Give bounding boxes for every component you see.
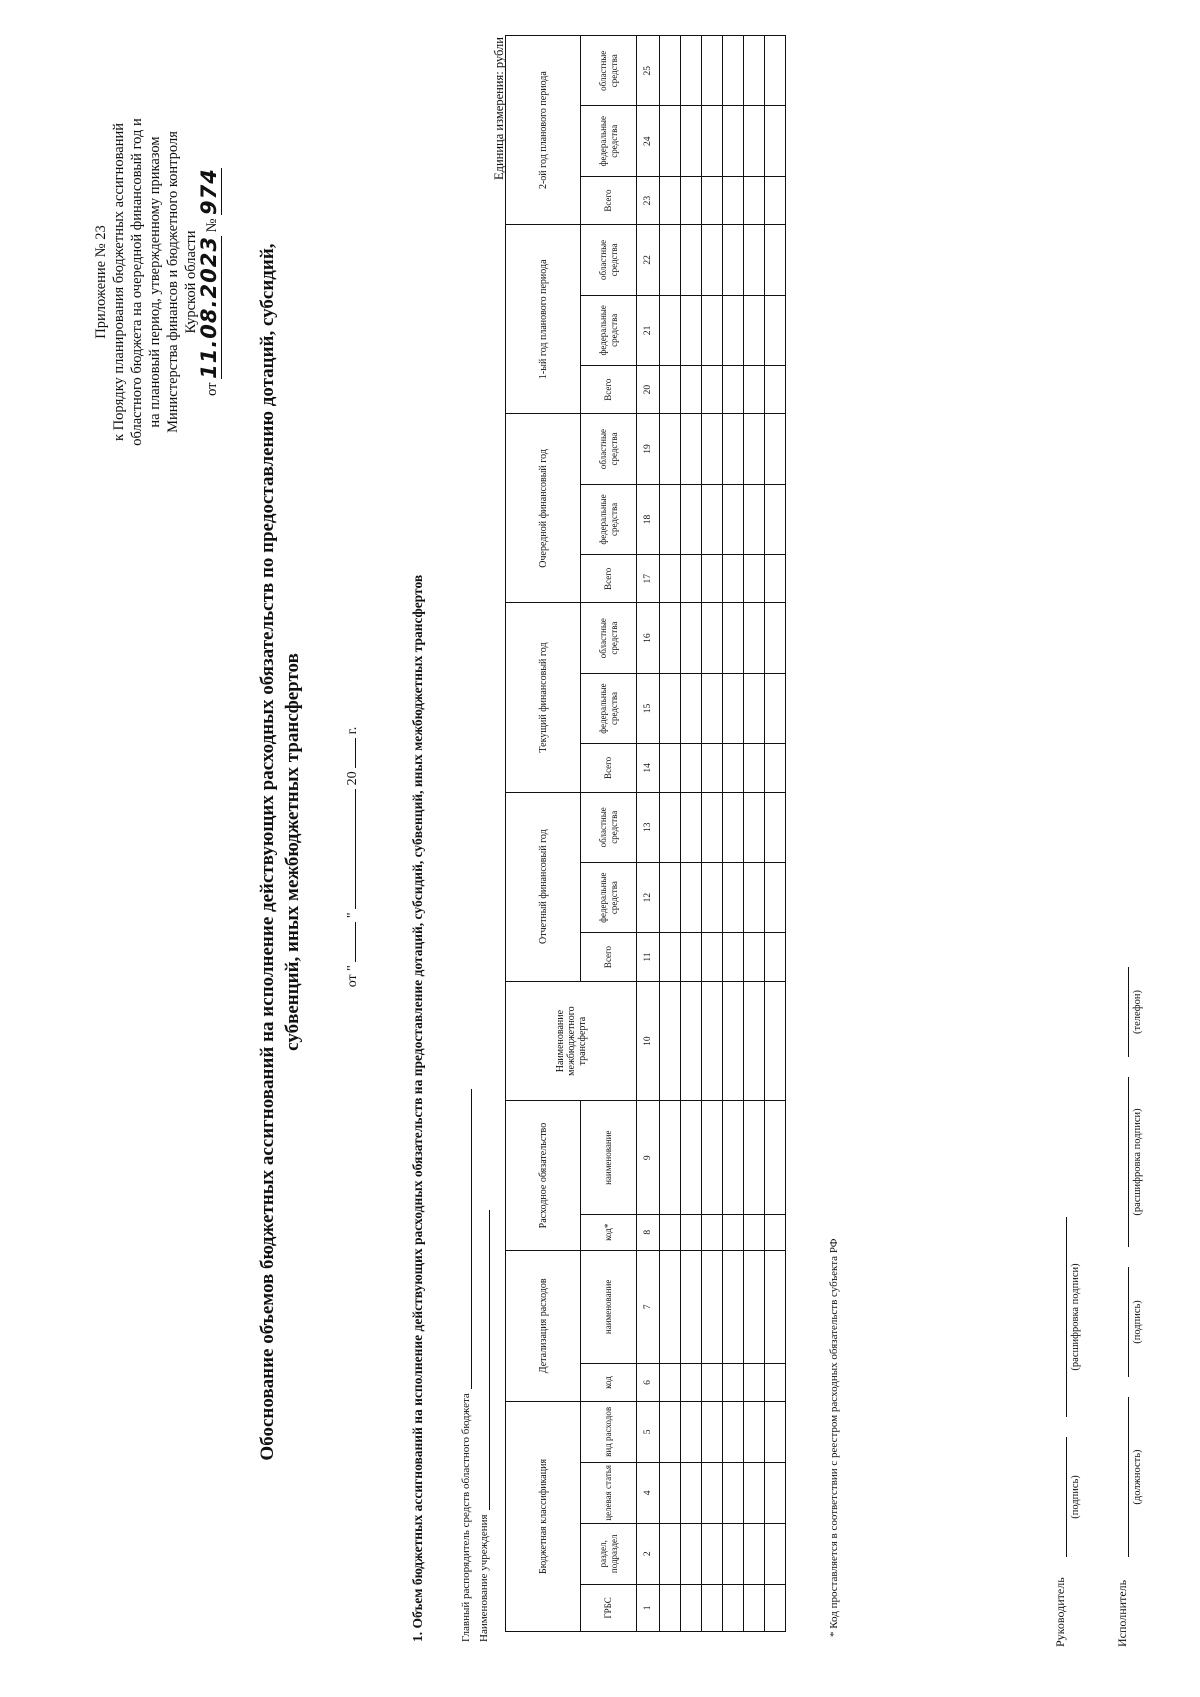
table-cell[interactable] (702, 862, 723, 932)
cap-decode: (расшифровка подписи) (1070, 1263, 1081, 1371)
table-cell[interactable] (702, 1462, 723, 1523)
hdr-plan2: 2-ой год планового периода (506, 36, 581, 225)
table-cell[interactable] (681, 1401, 702, 1462)
col-num: 7 (637, 1250, 660, 1363)
col-num: 25 (637, 36, 660, 107)
table-cell[interactable] (681, 295, 702, 365)
hdr-federal: федеральные средства (581, 862, 637, 932)
table-cell[interactable] (660, 862, 681, 932)
table-cell[interactable] (723, 366, 744, 414)
date-line-prefix: от " (345, 965, 360, 988)
table-cell[interactable] (681, 106, 702, 176)
table-cell[interactable] (702, 744, 723, 792)
cap-signature: (подпись) (1070, 1475, 1081, 1519)
hdr-next-year: Очередной финансовый год (506, 414, 581, 603)
cap-phone: (телефон) (1132, 990, 1143, 1034)
table-cell[interactable] (660, 673, 681, 743)
table-row (702, 36, 723, 1632)
table-cell[interactable] (723, 225, 744, 295)
table-cell[interactable] (765, 555, 786, 603)
table-cell[interactable] (681, 792, 702, 862)
table-cell[interactable] (744, 484, 765, 554)
table-cell[interactable] (744, 673, 765, 743)
table-cell[interactable] (702, 933, 723, 981)
col-num: 11 (637, 933, 660, 981)
appendix-line6: Курской области (183, 230, 199, 334)
hdr-regional: областные средства (581, 36, 637, 107)
col-num: 2 (637, 1523, 660, 1584)
table-cell[interactable] (702, 1101, 723, 1214)
col-num: 14 (637, 744, 660, 792)
appendix-line4: на плановый период, утвержденному приказом (147, 136, 163, 428)
table-cell[interactable] (765, 673, 786, 743)
table-row (765, 36, 786, 1632)
table-cell[interactable] (744, 414, 765, 484)
section-heading: 1. Объем бюджетных ассигнований на исполнение действующих расходных обязательств на предоставление дотаций, субсидий, субвенций, иных межбюджетных трансфертов (410, 574, 425, 1642)
col-num: 23 (637, 176, 660, 224)
table-cell[interactable] (702, 555, 723, 603)
col-num: 13 (637, 792, 660, 862)
table-cell[interactable] (765, 981, 786, 1101)
hdr-federal: федеральные средства (581, 106, 637, 176)
col-num: 16 (637, 603, 660, 673)
table-cell[interactable] (744, 225, 765, 295)
table-cell[interactable] (702, 1523, 723, 1584)
column-number-row (637, 36, 660, 1632)
table-cell[interactable] (660, 933, 681, 981)
table-row (723, 36, 744, 1632)
number-prefix: № (204, 218, 220, 233)
table-cell[interactable] (702, 673, 723, 743)
date-line (345, 557, 361, 1157)
table-cell[interactable] (765, 1401, 786, 1462)
table-cell[interactable] (765, 1364, 786, 1402)
table-cell[interactable] (660, 744, 681, 792)
hdr-regional: областные средства (581, 792, 637, 862)
col-num: 12 (637, 862, 660, 932)
table-cell[interactable] (660, 225, 681, 295)
table-cell[interactable] (723, 1214, 744, 1250)
table-cell[interactable] (765, 933, 786, 981)
table-cell[interactable] (723, 1401, 744, 1462)
table-row (660, 36, 681, 1632)
appendix-date-line (197, 72, 221, 492)
appendix-line5: Министерства финансов и бюджетного контроля (165, 131, 181, 433)
table-cell[interactable] (681, 414, 702, 484)
table-cell[interactable] (702, 295, 723, 365)
table-cell[interactable] (744, 1462, 765, 1523)
hdr-federal: федеральные средства (581, 295, 637, 365)
date-line-mid: " (345, 912, 360, 919)
hdr-transfer-name: Наименование межбюджетного трансферта (506, 981, 637, 1101)
table-cell[interactable] (660, 792, 681, 862)
hdr-section: раздел, подраздел (581, 1523, 637, 1584)
hdr-expense-detail: Детализация расходов (506, 1250, 581, 1401)
institution-label: Наименование учреждения (478, 1514, 490, 1642)
table-cell[interactable] (723, 673, 744, 743)
hdr-federal: федеральные средства (581, 673, 637, 743)
table-cell[interactable] (765, 1214, 786, 1250)
appendix-line2: к Порядку планирования бюджетных ассигнований (111, 123, 127, 441)
table-cell[interactable] (723, 36, 744, 107)
hdr-total: Всего (581, 555, 637, 603)
table-cell[interactable] (765, 1584, 786, 1631)
table-cell[interactable] (660, 555, 681, 603)
col-num: 20 (637, 366, 660, 414)
table-cell[interactable] (681, 744, 702, 792)
col-num: 15 (637, 673, 660, 743)
table-cell[interactable] (765, 414, 786, 484)
table-cell[interactable] (681, 36, 702, 107)
table-cell[interactable] (765, 1462, 786, 1523)
date-line-year: 20 (345, 771, 360, 786)
table-cell[interactable] (765, 36, 786, 107)
table-cell[interactable] (702, 176, 723, 224)
table-cell[interactable] (681, 225, 702, 295)
hdr-grbs: ГРБС (581, 1584, 637, 1631)
table-cell[interactable] (723, 106, 744, 176)
table-cell[interactable] (723, 862, 744, 932)
table-cell[interactable] (765, 366, 786, 414)
col-num: 19 (637, 414, 660, 484)
table-cell[interactable] (681, 1462, 702, 1523)
table-cell[interactable] (702, 1401, 723, 1462)
hdr-name: наименование (581, 1250, 637, 1363)
table-cell[interactable] (723, 603, 744, 673)
table-cell[interactable] (660, 603, 681, 673)
table-cell[interactable] (723, 1462, 744, 1523)
hdr-obligation: Расходное обязательство (506, 1101, 581, 1250)
col-num: 9 (637, 1101, 660, 1214)
table-cell[interactable] (723, 484, 744, 554)
col-num: 21 (637, 295, 660, 365)
document-title: Обоснование объемов бюджетных ассигнований на исполнение действующих расходных обязательств по предоставлению дотаций, субсидий, субвенций, иных межбюджетных трансфертов (257, 243, 303, 1461)
date-prefix: от (204, 382, 220, 396)
table-cell[interactable] (765, 792, 786, 862)
col-num: 18 (637, 484, 660, 554)
handwritten-number: 974 (197, 168, 221, 215)
col-num: 5 (637, 1401, 660, 1462)
table-cell[interactable] (681, 366, 702, 414)
table-cell[interactable] (765, 1101, 786, 1214)
table-cell[interactable] (702, 106, 723, 176)
table-cell[interactable] (723, 176, 744, 224)
table-cell[interactable] (765, 744, 786, 792)
table-cell[interactable] (765, 1523, 786, 1584)
table-cell[interactable] (702, 36, 723, 107)
table-cell[interactable] (702, 484, 723, 554)
hdr-code-star: код* (581, 1214, 637, 1250)
table-cell[interactable] (765, 1250, 786, 1363)
hdr-current-year: Текущий финансовый год (506, 603, 581, 792)
table-row (744, 36, 765, 1632)
table-cell[interactable] (681, 1364, 702, 1402)
col-num: 10 (637, 981, 660, 1101)
table-cell[interactable] (723, 1250, 744, 1363)
header-row-sub (581, 36, 637, 1632)
head-decode-field[interactable] (1052, 1217, 1067, 1417)
hdr-report-year: Отчетный финансовый год (506, 792, 581, 981)
table-cell[interactable] (723, 1584, 744, 1631)
table-cell[interactable] (681, 933, 702, 981)
table-cell[interactable] (723, 981, 744, 1101)
institution-field[interactable] (478, 1210, 490, 1510)
hdr-total: Всего (581, 366, 637, 414)
table-cell[interactable] (681, 1584, 702, 1631)
table-cell[interactable] (723, 1364, 744, 1402)
hdr-plan1: 1-ый год планового периода (506, 225, 581, 414)
table-cell[interactable] (702, 1364, 723, 1402)
table-cell[interactable] (765, 225, 786, 295)
table-cell[interactable] (744, 981, 765, 1101)
handwritten-date: 11.08.2023 (197, 236, 221, 379)
table-cell[interactable] (702, 414, 723, 484)
table-cell[interactable] (660, 36, 681, 107)
exec-position-field[interactable] (1114, 1397, 1129, 1557)
cap-position: (должность) (1132, 1449, 1143, 1505)
table-cell[interactable] (723, 744, 744, 792)
footnote: * Код проставляется в соответствии с реестром расходных обязательств субъекта РФ (828, 1238, 840, 1637)
table-cell[interactable] (765, 295, 786, 365)
table-cell[interactable] (723, 933, 744, 981)
hdr-federal: федеральные средства (581, 484, 637, 554)
table-cell[interactable] (660, 414, 681, 484)
table-cell[interactable] (681, 1523, 702, 1584)
table-row (681, 36, 702, 1632)
table-cell[interactable] (723, 1101, 744, 1214)
table-cell[interactable] (765, 106, 786, 176)
table-cell[interactable] (702, 603, 723, 673)
table-cell[interactable] (660, 1462, 681, 1523)
table-cell[interactable] (660, 295, 681, 365)
head-label: Руководитель (1053, 1577, 1067, 1647)
exec-decode-field[interactable] (1114, 1077, 1129, 1247)
hdr-regional: областные средства (581, 414, 637, 484)
table-cell[interactable] (765, 176, 786, 224)
institution-line (478, 1210, 490, 1642)
table-cell[interactable] (681, 176, 702, 224)
header-row-groups (506, 36, 581, 1632)
col-num: 17 (637, 555, 660, 603)
table-cell[interactable] (765, 862, 786, 932)
table-cell[interactable] (744, 1523, 765, 1584)
obligations-table (505, 35, 786, 1632)
table-cell[interactable] (702, 1584, 723, 1631)
table-cell[interactable] (744, 1584, 765, 1631)
table-cell[interactable] (723, 295, 744, 365)
hdr-total: Всего (581, 744, 637, 792)
table-cell[interactable] (744, 1401, 765, 1462)
hdr-regional: областные средства (581, 225, 637, 295)
table-cell[interactable] (660, 1523, 681, 1584)
hdr-total: Всего (581, 176, 637, 224)
head-signature-field[interactable] (1052, 1437, 1067, 1557)
table-cell[interactable] (744, 555, 765, 603)
table-cell[interactable] (702, 981, 723, 1101)
cap-decode2: (расшифровка подписи) (1132, 1108, 1143, 1216)
table-cell[interactable] (702, 366, 723, 414)
col-num: 1 (637, 1584, 660, 1631)
table-cell[interactable] (744, 36, 765, 107)
exec-label: Исполнитель (1115, 1579, 1129, 1647)
table-cell[interactable] (681, 981, 702, 1101)
table-cell[interactable] (681, 673, 702, 743)
table-cell[interactable] (744, 106, 765, 176)
table-cell[interactable] (660, 484, 681, 554)
table-cell[interactable] (681, 603, 702, 673)
table-cell[interactable] (744, 603, 765, 673)
hdr-target: целевая статья (581, 1462, 637, 1523)
table-cell[interactable] (744, 1364, 765, 1402)
table-cell[interactable] (744, 366, 765, 414)
grbs-field[interactable] (460, 1089, 472, 1389)
blank-rows (660, 36, 786, 1632)
cap-signature2: (подпись) (1132, 1300, 1143, 1344)
table-cell[interactable] (681, 1250, 702, 1363)
hdr-regional: областные средства (581, 603, 637, 673)
table-cell[interactable] (702, 792, 723, 862)
col-num: 4 (637, 1462, 660, 1523)
table-cell[interactable] (723, 1523, 744, 1584)
table-cell[interactable] (660, 981, 681, 1101)
appendix-line1: Приложение № 23 (93, 225, 109, 339)
table-cell[interactable] (681, 484, 702, 554)
exec-phone-field[interactable] (1114, 967, 1129, 1057)
hdr-code: код (581, 1364, 637, 1402)
table-cell[interactable] (660, 1101, 681, 1214)
table-cell[interactable] (723, 792, 744, 862)
hdr-total: Всего (581, 933, 637, 981)
table-cell[interactable] (660, 366, 681, 414)
exec-signature-field[interactable] (1114, 1267, 1129, 1377)
table-cell[interactable] (744, 1214, 765, 1250)
table-cell[interactable] (660, 1364, 681, 1402)
table-cell[interactable] (660, 1401, 681, 1462)
table-cell[interactable] (744, 933, 765, 981)
table-cell[interactable] (660, 106, 681, 176)
table-cell[interactable] (660, 1214, 681, 1250)
grbs-label: Главный распорядитель средств областного бюджета (460, 1393, 472, 1642)
table-cell[interactable] (681, 1214, 702, 1250)
date-line-suffix: г. (345, 726, 360, 735)
grbs-line (460, 1089, 472, 1642)
table-cell[interactable] (744, 792, 765, 862)
table-cell[interactable] (681, 862, 702, 932)
table-cell[interactable] (744, 862, 765, 932)
table-cell[interactable] (723, 414, 744, 484)
table-cell[interactable] (702, 1214, 723, 1250)
col-num: 24 (637, 106, 660, 176)
col-num: 6 (637, 1364, 660, 1402)
table-cell[interactable] (660, 176, 681, 224)
unit-label: Единица измерения: рубли (492, 37, 506, 181)
table-cell[interactable] (702, 1250, 723, 1363)
appendix-line3: областного бюджета на очередной финансовый год и (129, 118, 145, 446)
table-cell[interactable] (660, 1584, 681, 1631)
table-cell[interactable] (765, 484, 786, 554)
table-cell[interactable] (744, 295, 765, 365)
table-cell[interactable] (744, 1101, 765, 1214)
table-cell[interactable] (744, 1250, 765, 1363)
col-num: 8 (637, 1214, 660, 1250)
hdr-name2: наименование (581, 1101, 637, 1214)
hdr-budget-class: Бюджетная классификация (506, 1401, 581, 1631)
table-cell[interactable] (681, 1101, 702, 1214)
table-cell[interactable] (744, 744, 765, 792)
table-cell[interactable] (765, 603, 786, 673)
table-cell[interactable] (660, 1250, 681, 1363)
table-cell[interactable] (744, 176, 765, 224)
table-cell[interactable] (723, 555, 744, 603)
table-cell[interactable] (681, 555, 702, 603)
table-cell[interactable] (702, 225, 723, 295)
appendix-block (92, 72, 221, 492)
hdr-exp-type: вид расходов (581, 1401, 637, 1462)
col-num: 22 (637, 225, 660, 295)
